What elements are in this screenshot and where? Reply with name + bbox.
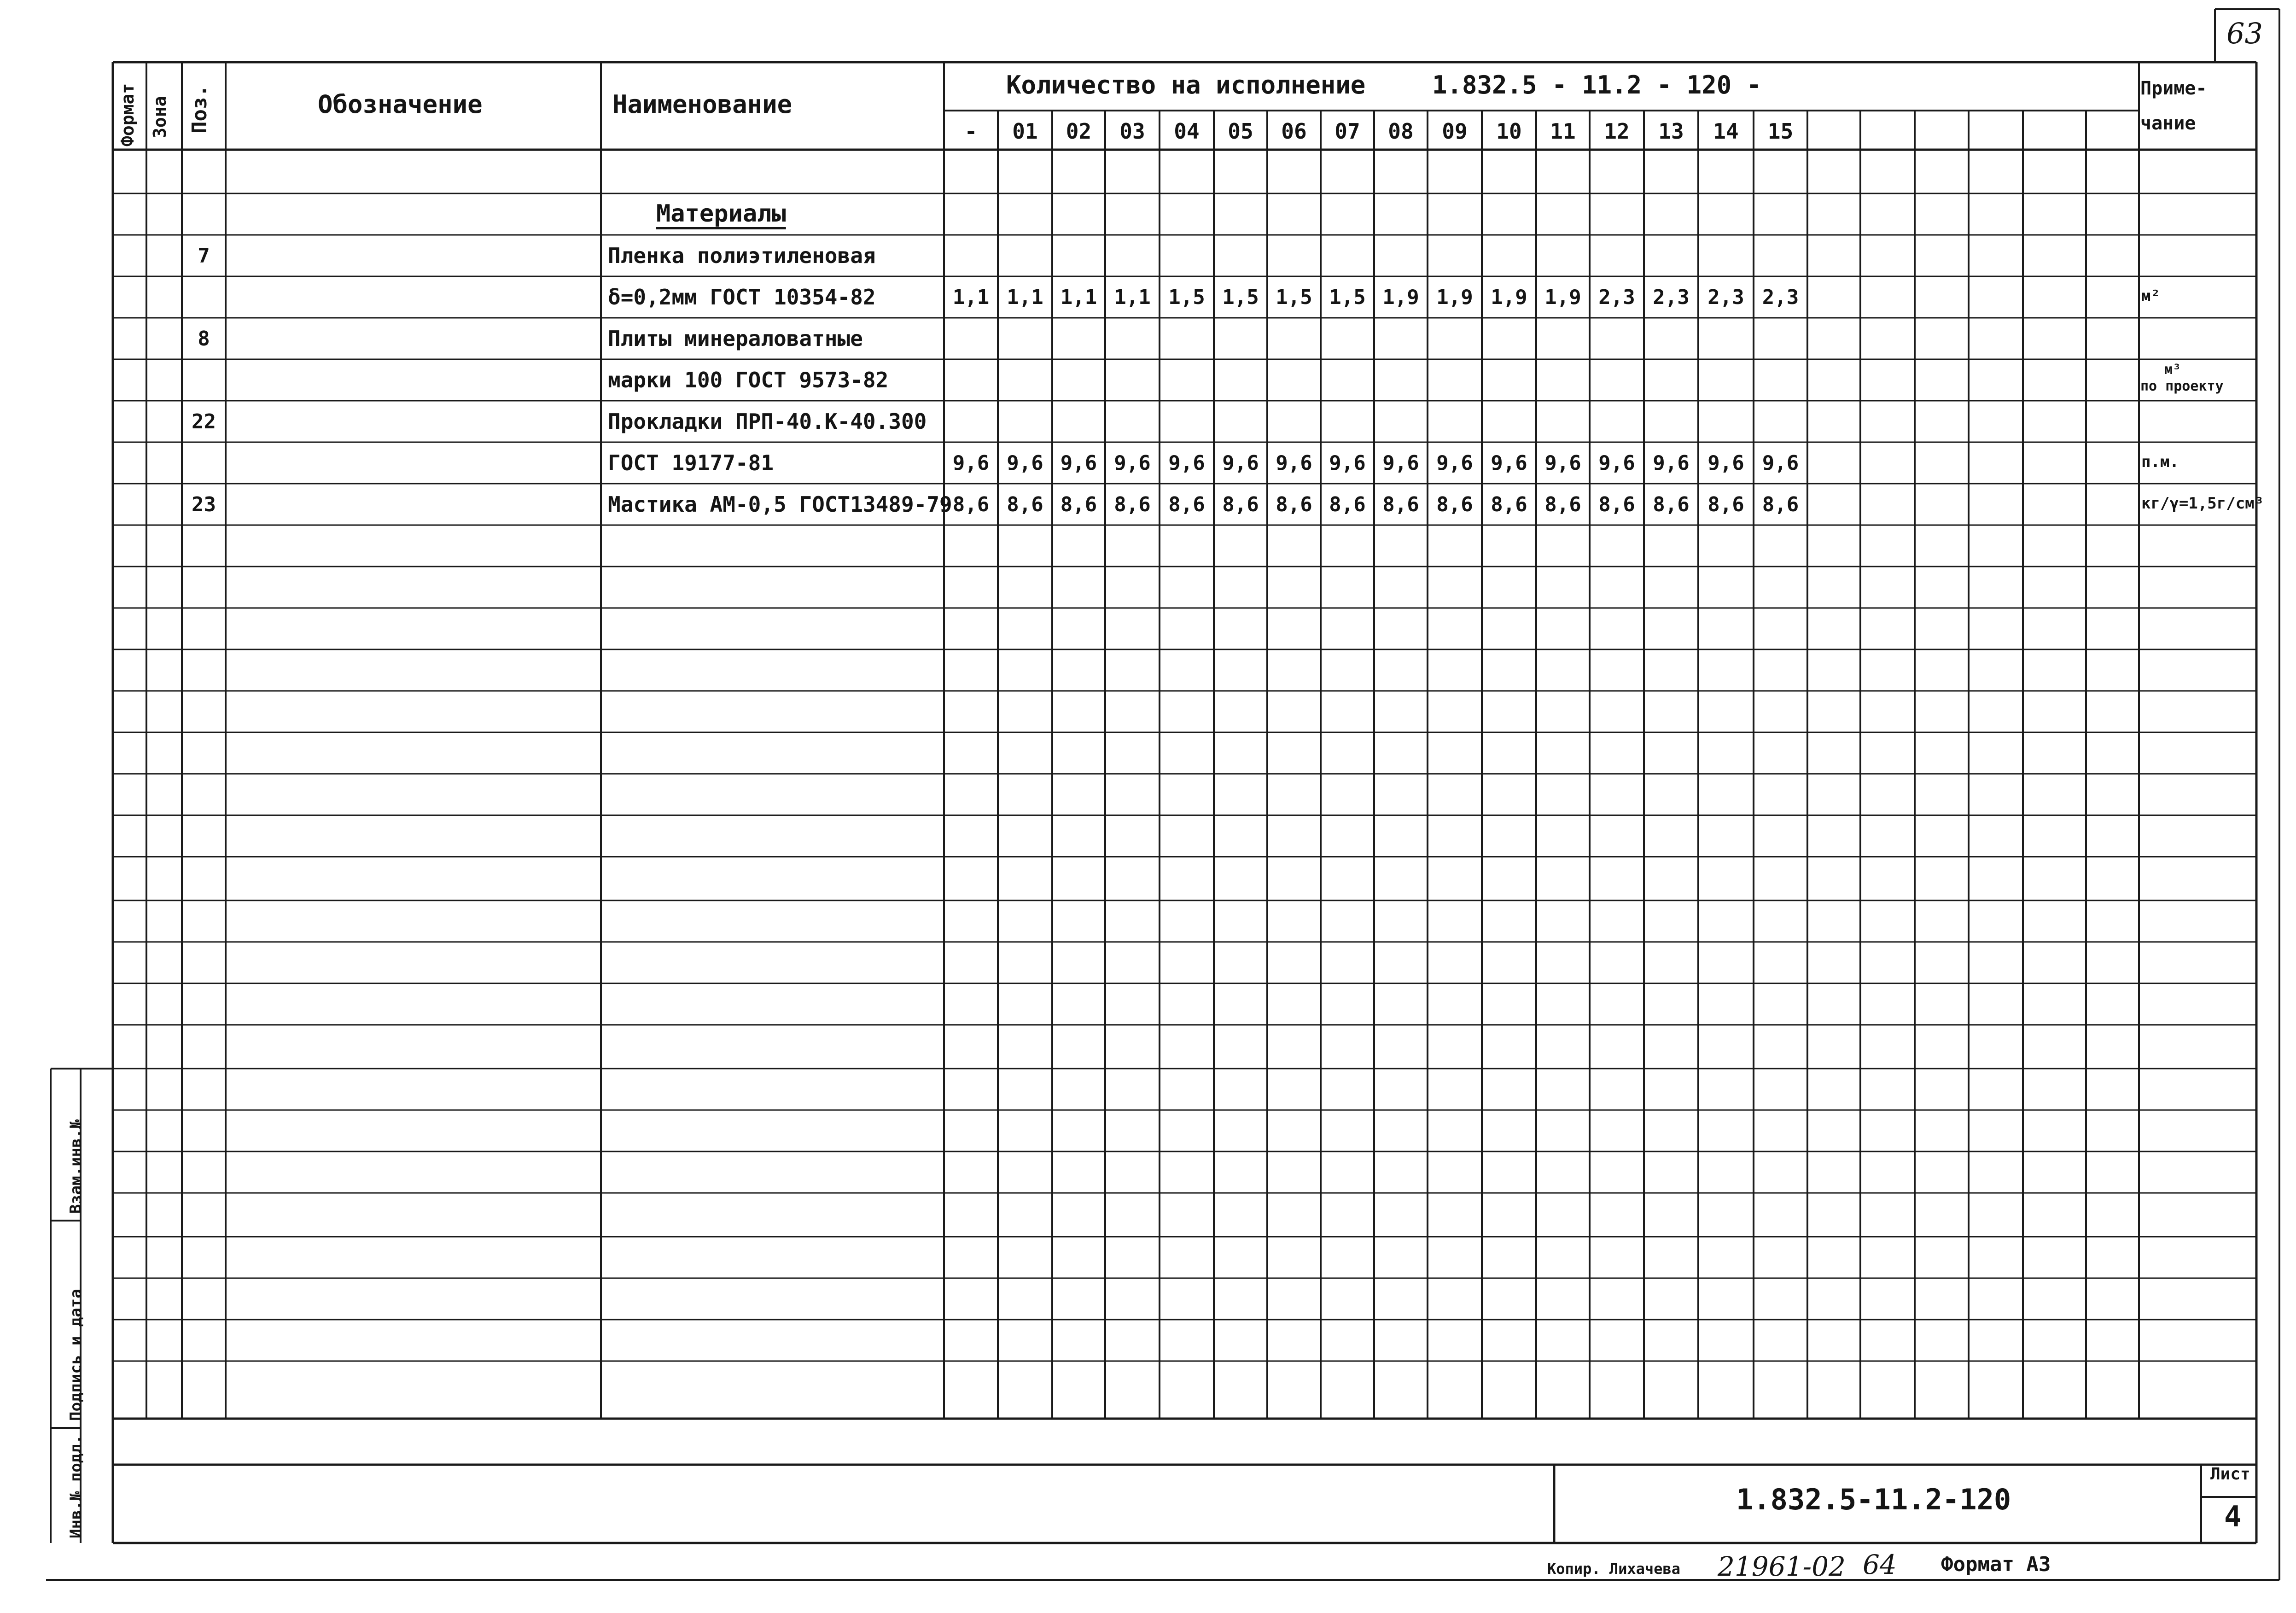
footer-page-number: 64	[1863, 1549, 1897, 1580]
variant-header-13: 13	[1658, 119, 1684, 144]
row-value: 8,6	[1114, 493, 1151, 516]
variant-header-6: 06	[1281, 119, 1307, 144]
row-name: Пленка полиэтиленовая	[608, 243, 876, 268]
row-value: 8,6	[1707, 493, 1744, 516]
row-value: 8,6	[1436, 493, 1473, 516]
page-number: 63	[2226, 17, 2263, 50]
row-name: Плиты минераловатные	[608, 326, 863, 351]
title-block-doc-code: 1.832.5-11.2-120	[1736, 1483, 2011, 1516]
variant-header-10: 10	[1496, 119, 1522, 144]
row-value: 2,3	[1598, 286, 1635, 309]
row-name: ГОСТ 19177-81	[608, 450, 774, 475]
variant-header-14: 14	[1713, 119, 1739, 144]
row-note: кг/γ=1,5г/см³	[2141, 494, 2264, 513]
row-name: Мастика АМ-0,5 ГОСТ13489-79	[608, 492, 952, 517]
row-value: 2,3	[1707, 286, 1744, 309]
row-value: 9,6	[1060, 451, 1097, 475]
row-value: 9,6	[1222, 451, 1259, 475]
row-value: 8,6	[1329, 493, 1366, 516]
row-value: 9,6	[1598, 451, 1635, 475]
variant-header-7: 07	[1334, 119, 1360, 144]
row-note: п.м.	[2141, 453, 2179, 471]
variant-header-12: 12	[1604, 119, 1630, 144]
row-value: 9,6	[1491, 451, 1527, 475]
row-value: 2,3	[1653, 286, 1690, 309]
row-position: 22	[192, 410, 216, 433]
row-value: 8,6	[1007, 493, 1043, 516]
stamp-signature-date: Подпись и дата	[67, 1289, 85, 1421]
variant-header-9: 09	[1442, 119, 1468, 144]
column-note-label-2: чание	[2140, 113, 2196, 134]
row-value: 1,1	[1060, 286, 1097, 309]
variant-header-8: 08	[1388, 119, 1414, 144]
row-value: 1,9	[1436, 286, 1473, 309]
row-value: 1,5	[1276, 286, 1312, 309]
row-value: 8,6	[1222, 493, 1259, 516]
row-value: 9,6	[1382, 451, 1419, 475]
row-value: 9,6	[1276, 451, 1312, 475]
row-value: 1,9	[1382, 286, 1419, 309]
row-value: 8,6	[1276, 493, 1312, 516]
row-value: 9,6	[952, 451, 990, 475]
title-block-sheet-number: 4	[2224, 1500, 2242, 1533]
row-value: 9,6	[1329, 451, 1366, 475]
row-value: 8,6	[1653, 493, 1690, 516]
row-value: 1,5	[1329, 286, 1366, 309]
row-position: 23	[192, 493, 216, 516]
row-note: м³	[2164, 362, 2181, 378]
row-name: δ=0,2мм ГОСТ 10354-82	[608, 285, 876, 310]
variant-header-2: 02	[1066, 119, 1092, 144]
row-note: по проекту	[2140, 378, 2224, 394]
row-value: 1,1	[1007, 286, 1043, 309]
quantity-header-title: Количество на исполнение	[1006, 70, 1366, 99]
row-value: 1,5	[1222, 286, 1259, 309]
footer-copied-by: Копир. Лихачева	[1547, 1560, 1680, 1578]
quantity-header-code: 1.832.5 - 11.2 - 120 -	[1432, 70, 1762, 99]
row-value: 1,1	[952, 286, 990, 309]
column-designation-label: Обозначение	[318, 90, 483, 119]
row-value: 1,9	[1544, 286, 1581, 309]
row-value: 9,6	[1168, 451, 1205, 475]
row-note: м²	[2141, 287, 2160, 305]
section-title-materials: Материалы	[656, 200, 786, 228]
row-value: 2,3	[1762, 286, 1799, 309]
row-value: 9,6	[1653, 451, 1690, 475]
row-value: 9,6	[1762, 451, 1799, 475]
stamp-inv-podl: Инв.№ подл.	[67, 1434, 85, 1538]
footer-archive-number: 21961-02	[1718, 1551, 1846, 1582]
variant-header-15: 15	[1767, 119, 1794, 144]
row-value: 9,6	[1707, 451, 1744, 475]
row-value: 8,6	[952, 493, 990, 516]
row-position: 7	[198, 244, 210, 268]
column-format-label: Формат	[117, 83, 138, 146]
row-value: 8,6	[1060, 493, 1097, 516]
row-value: 9,6	[1436, 451, 1473, 475]
row-value: 9,6	[1544, 451, 1581, 475]
variant-header-11: 11	[1550, 119, 1576, 144]
row-value: 8,6	[1598, 493, 1635, 516]
row-value: 8,6	[1762, 493, 1799, 516]
column-zone-label: Зона	[150, 96, 170, 138]
row-value: 8,6	[1544, 493, 1581, 516]
variant-header-5: 05	[1228, 119, 1253, 144]
variant-header-4: 04	[1174, 119, 1200, 144]
row-name: марки 100 ГОСТ 9573-82	[608, 368, 889, 392]
title-block-sheet-label: Лист	[2210, 1465, 2250, 1484]
row-value: 1,9	[1491, 286, 1527, 309]
variant-header-1: 01	[1012, 119, 1038, 144]
row-value: 8,6	[1491, 493, 1527, 516]
row-value: 8,6	[1382, 493, 1419, 516]
footer-format: Формат А3	[1941, 1553, 2051, 1576]
row-position: 8	[198, 327, 210, 351]
column-note-label-1: Приме-	[2140, 78, 2207, 99]
column-position-label: Поз.	[188, 85, 211, 134]
column-name-label: Наименование	[612, 90, 793, 119]
variant-header-3: 03	[1119, 119, 1145, 144]
stamp-replacement-inv: Взам.инв.№	[67, 1119, 85, 1214]
row-value: 1,5	[1168, 286, 1205, 309]
row-value: 1,1	[1114, 286, 1151, 309]
variant-header-0: -	[964, 119, 978, 144]
row-value: 9,6	[1114, 451, 1151, 475]
row-value: 9,6	[1007, 451, 1043, 475]
row-value: 8,6	[1168, 493, 1205, 516]
row-name: Прокладки ПРП-40.К-40.300	[608, 409, 927, 434]
